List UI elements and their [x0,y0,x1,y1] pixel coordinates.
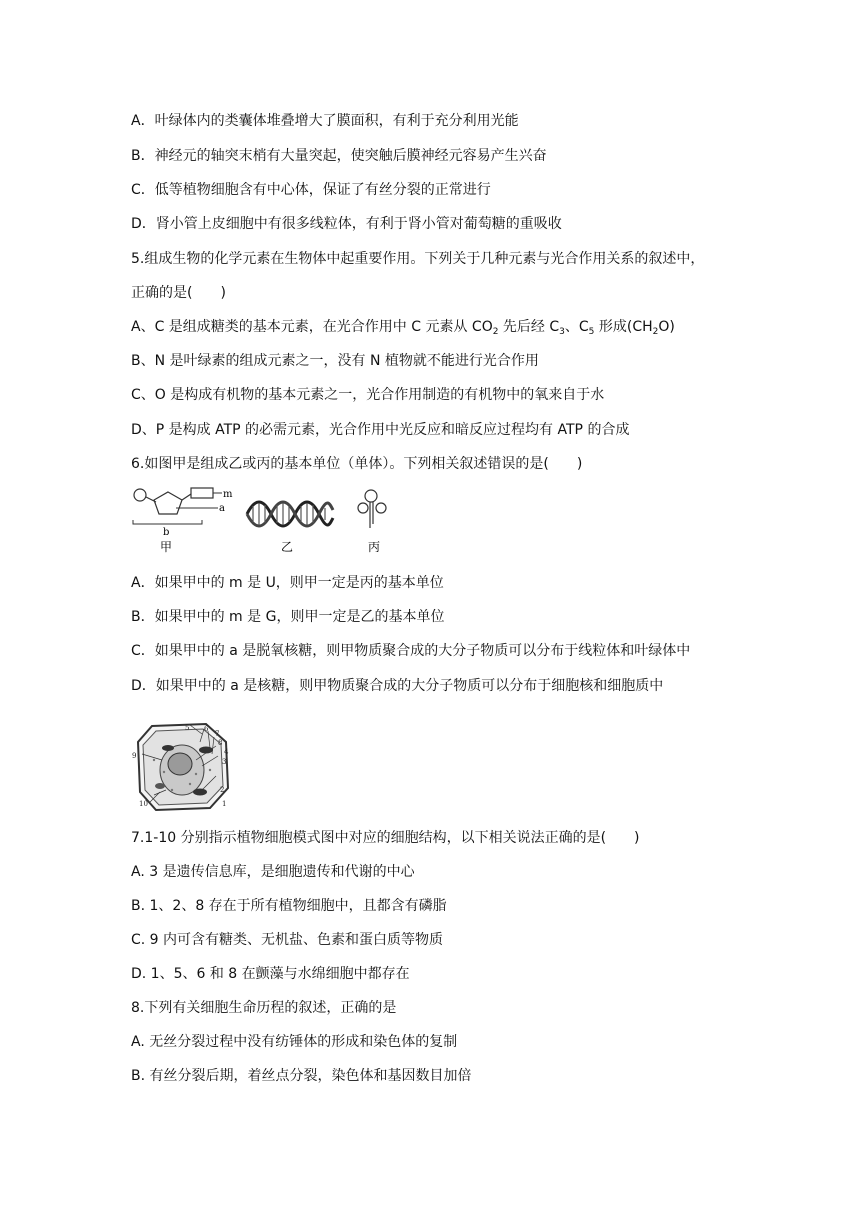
dna-helix-figure [245,496,335,556]
q5-a-text-1: A、C 是组成糖类的基本元素，在光合作用中 C 元素从 CO [131,319,493,335]
q5-a-sub-3: 5 [588,327,595,337]
fig-label-jia: 甲 [160,540,173,554]
q5-stem-line2: 正确的是( ) [131,285,226,301]
cell-label-6: 6 [204,725,209,733]
q5-a-sub-4: 2 [652,327,659,337]
q5-stem-line1: 5.组成生物的化学元素在生物体中起重要作用。下列关于几种元素与光合作用关系的叙述中， [131,251,705,267]
q5-a-text-5: O) [658,319,675,335]
q6-option-b: B．如果甲中的 m 是 G，则甲一定是乙的基本单位 [131,609,445,625]
q5-a-sub-1: 2 [492,327,499,337]
cell-label-3: 3 [222,758,227,766]
q8-stem: 8.下列有关细胞生命历程的叙述，正确的是 [131,1000,397,1016]
q4-option-a: A．叶绿体内的类囊体堆叠增大了膜面积，有利于充分利用光能 [131,113,519,129]
q5-a-text-4: 形成(CH [594,319,653,335]
fig-label-m: m [223,489,233,500]
cell-label-1: 1 [222,800,227,808]
q6-option-a: A．如果甲中的 m 是 U，则甲一定是丙的基本单位 [131,575,444,591]
q5-option-d: D、P 是构成 ATP 的必需元素，光合作用中光反应和暗反应过程均有 ATP 的合成 [131,422,630,438]
trna-figure [355,486,395,556]
cell-label-5: 5 [185,724,190,732]
q4-option-b: B．神经元的轴突末梢有大量突起，使突触后膜神经元容易产生兴奋 [131,148,547,164]
q4-option-c: C．低等植物细胞含有中心体，保证了有丝分裂的正常进行 [131,182,491,198]
nucleotide-figure [130,484,240,556]
q8-option-a: A. 无丝分裂过程中没有纺锤体的形成和染色体的复制 [131,1034,458,1050]
q4-option-d: D．肾小管上皮细胞中有很多线粒体，有利于肾小管对葡萄糖的重吸收 [131,216,562,232]
q5-a-text-2: 先后经 C [498,319,560,335]
q6-stem: 6.如图甲是组成乙或丙的基本单位（单体）。下列相关叙述错误的是( ) [131,456,583,472]
q7-option-a: A. 3 是遗传信息库，是细胞遗传和代谢的中心 [131,864,415,880]
q6-option-d: D．如果甲中的 a 是核糖，则甲物质聚合成的大分子物质可以分布于细胞核和细胞质中 [131,678,664,694]
q7-option-b: B. 1、2、8 存在于所有植物细胞中，且都含有磷脂 [131,898,447,914]
q7-option-c: C. 9 内可含有糖类、无机盐、色素和蛋白质等物质 [131,932,444,948]
fig-label-a: a [219,503,225,514]
cell-label-2: 2 [220,786,225,794]
q8-option-b: B. 有丝分裂后期，着丝点分裂，染色体和基因数目加倍 [131,1068,472,1084]
q6-option-c: C．如果甲中的 a 是脱氧核糖，则甲物质聚合成的大分子物质可以分布于线粒体和叶绿体中 [131,643,691,659]
cell-label-7: 7 [215,730,220,738]
plant-cell-figure [130,720,236,814]
q7-stem: 7.1-10 分别指示植物细胞模式图中对应的细胞结构，以下相关说法正确的是( ) [131,830,640,846]
q7-option-d: D. 1、5、6 和 8 在颤藻与水绵细胞中都存在 [131,966,410,982]
q5-option-b: B、N 是叶绿素的组成元素之一，没有 N 植物就不能进行光合作用 [131,353,539,369]
fig-label-yi: 乙 [281,540,294,554]
q5-option-c: C、O 是构成有机物的基本元素之一，光合作用制造的有机物中的氧来自于水 [131,387,605,403]
q5-a-text-3: 、C [564,319,589,335]
cell-label-10: 10 [139,800,148,808]
cell-label-9: 9 [132,752,137,760]
cell-label-8: 8 [218,739,223,747]
cell-label-4: 4 [224,748,229,756]
q5-a-sub-2: 3 [559,327,565,337]
q5-option-a [131,317,675,342]
fig-label-bing: 丙 [368,540,381,554]
fig-label-b: b [163,527,170,538]
